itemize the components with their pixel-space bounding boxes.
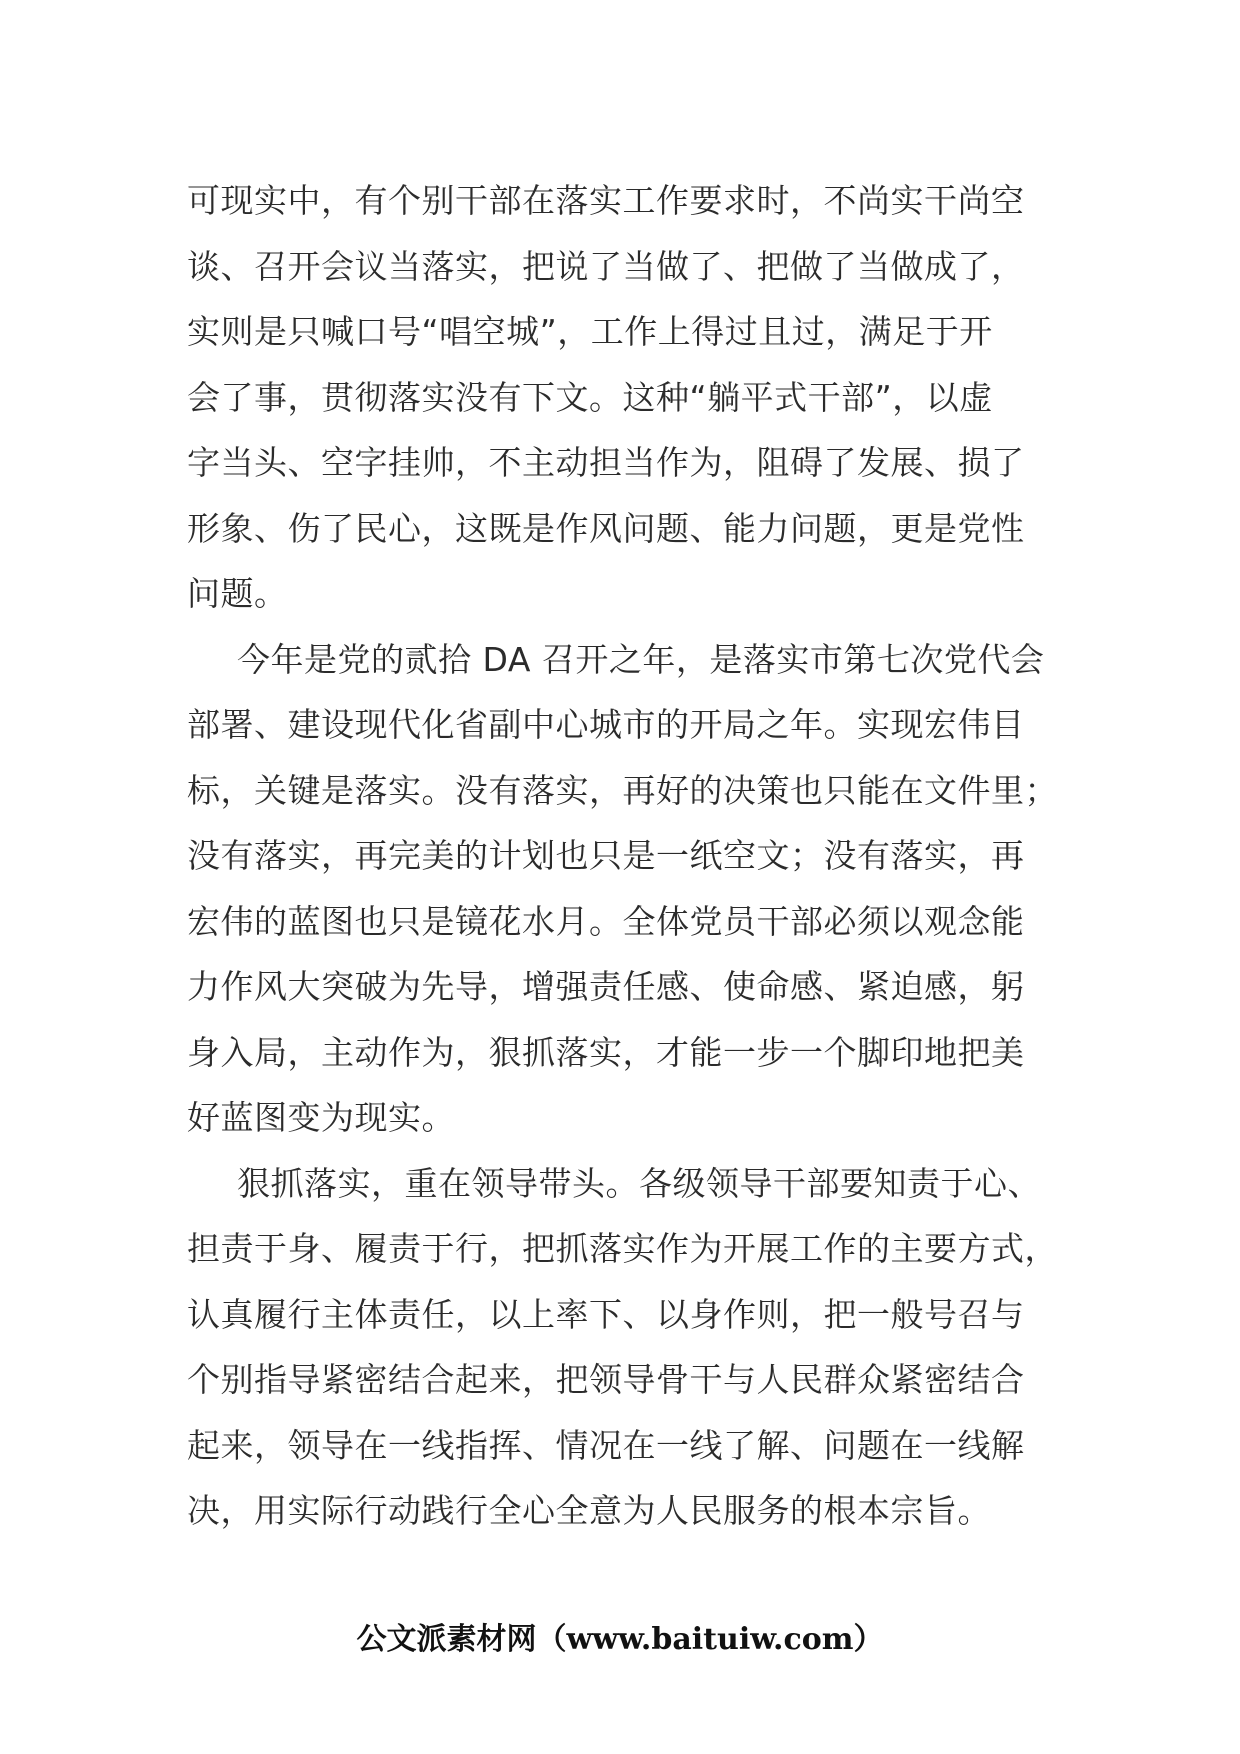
paragraph-line: 没有落实，再完美的计划也只是一纸空文；没有落实，再 xyxy=(187,836,1025,875)
paragraph-line: 形象、伤了民心，这既是作风问题、能力问题，更是党性 xyxy=(187,508,1025,548)
paragraph-line: 个别指导紧密结合起来，把领导骨干与人民群众紧密结合 xyxy=(187,1360,1025,1399)
paragraph-line: 会了事，贯彻落实没有下文。这种“躺平式干部”，以虚 xyxy=(187,377,993,417)
document-body xyxy=(187,168,1057,1544)
paragraph-line: 谈、召开会议当落实，把说了当做了、把做了当做成了， xyxy=(187,246,1025,286)
paragraph-line: 起来，领导在一线指挥、情况在一线了解、问题在一线解 xyxy=(187,1425,1025,1465)
paragraph-line: 力作风大突破为先导，增强责任感、使命感、紧迫感，躬 xyxy=(187,967,1025,1006)
paragraph-line: 实则是只喊口号“唱空城”，工作上得过且过，满足于开 xyxy=(187,312,993,351)
paragraph-line: 担责于身、履责于行，把抓落实作为开展工作的主要方式， xyxy=(187,1229,1058,1268)
paragraph-line: 问题。 xyxy=(187,574,288,613)
paragraph-line: 可现实中，有个别干部在落实工作要求时，不尚实干尚空 xyxy=(187,181,1025,220)
paragraph-line: 决，用实际行动践行全心全意为人民服务的根本宗旨。 xyxy=(187,1491,991,1530)
paragraph-line: 标，关键是落实。没有落实，再好的决策也只能在文件里； xyxy=(187,770,1058,810)
paragraph-line: 认真履行主体责任，以上率下、以身作则，把一般号召与 xyxy=(187,1294,1025,1334)
paragraph-line: 今年是党的贰拾 DA 召开之年，是落实市第七次党代会 xyxy=(237,639,1045,679)
paragraph-line: 字当头、空字挂帅，不主动担当作为，阻碍了发展、损了 xyxy=(187,443,1025,482)
paragraph-line: 身入局，主动作为，狠抓落实，才能一步一个脚印地把美 xyxy=(187,1032,1025,1072)
paragraph-line: 宏伟的蓝图也只是镜花水月。全体党员干部必须以观念能 xyxy=(187,901,1025,941)
paragraph-1 xyxy=(187,168,1057,627)
paragraph-line: 部署、建设现代化省副中心城市的开局之年。实现宏伟目 xyxy=(187,705,1025,744)
paragraph-line: 狠抓落实，重在领导带头。各级领导干部要知责于心、 xyxy=(237,1163,1041,1203)
paragraph-3 xyxy=(187,1151,1057,1544)
paragraph-line: 好蓝图变为现实。 xyxy=(187,1098,455,1137)
paragraph-2 xyxy=(187,627,1057,1151)
footer-source-credit: 公文派素材网（www.baituiw.com） xyxy=(356,1622,884,1657)
